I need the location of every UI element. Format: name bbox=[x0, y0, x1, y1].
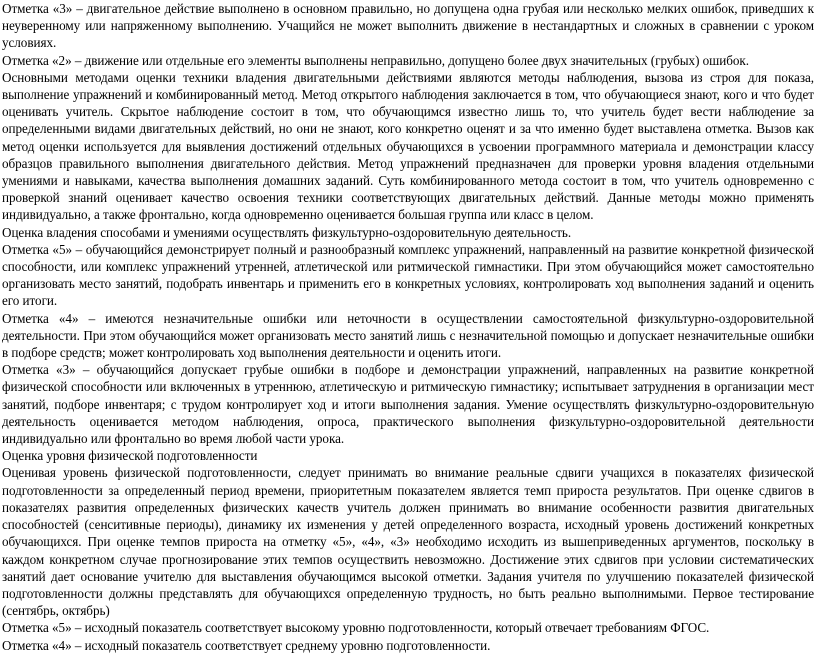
paragraph-fitness-evaluation: Оценивая уровень физической подготовленности, следует принимать во внимание реальные сдвиги учащихся в показателях физической подготовленности за определенный период времени, приоритетным показателем является темп прироста результатов. При оценке сдвигов в показателях развития определенных физических качеств учитель должен принимать во внимание особенности развития двигательных способностей (сенситивные периоды), динамику их изменения у детей определенного возраста, исходный уровень достижений конкретных обучающихся. При оценке темпов прироста на отметку «5», «4», «3» необходимо исходить из вышеприведенных аргументов, поскольку в каждом конкретном случае прогнозирование этих темпов осуществить невозможно. Достижение этих сдвигов при условии систематических занятий дает основание учителю для выставления обучающимся высокой отметки. Задания учителя по улучшению показателей физической подготовленности должны представлять для обучающихся определенную трудность, но быть реально выполнимыми. Первое тестирование (сентябрь, октябрь) bbox=[2, 465, 814, 619]
document-page bbox=[2, 0, 814, 654]
paragraph-grade-5-activity: Отметка «5» – обучающийся демонстрирует полный и разнообразный комплекс упражнений, направленный на развитие конкретной физической способности, или комплекс упражнений утренней, атлетической или ритмической гимнастики. При этом обучающийся может самостоятельно организовать место занятий, подобрать инвентарь и применить его в конкретных условиях, контролировать ход выполнения заданий и оценить его итоги. bbox=[2, 241, 814, 309]
paragraph-grade-4-activity: Отметка «4» – имеются незначительные ошибки или неточности в осуществлении самостоятельной физкультурно-оздоровительной деятельности. При этом обучающийся может организовать место занятий лишь с незначительной помощью и допускает незначительные ошибки в подборе средств; может контролировать ход выполнения деятельности и оценить итоги. bbox=[2, 310, 814, 361]
paragraph-grade-4-fitness: Отметка «4» – исходный показатель соответствует среднему уровню подготовленности. bbox=[2, 637, 491, 653]
paragraph-grade-3-activity: Отметка «3» – обучающийся допускает грубые ошибки в подборе и демонстрации упражнений, направленных на развитие конкретной физической способности или включенных в утреннюю, атлетическую и ритмическую гимнастику; испытывает затруднения в организации мест занятий, подборе инвентаря; с трудом контролирует ход и итоги выполнения задания. Умение осуществлять физкультурно-оздоровительную деятельность оценивается методом наблюдения, опроса, практического выполнения физкультурно-оздоровительной деятельности индивидуально или фронтально во время любой части урока. bbox=[2, 362, 814, 447]
paragraph-grade-3-technique: Отметка «3» – двигательное действие выполнено в основном правильно, но допущена одна грубая или несколько мелких ошибок, приведших к неуверенному или напряженному выполнению. Учащийся не может выполнить движение в нестандартных и сложных в сравнении с уроком условиях. bbox=[2, 1, 814, 51]
heading-activity-assessment: Оценка владения способами и умениями осуществлять физкультурно-оздоровительную деятельность. bbox=[2, 224, 572, 240]
paragraph-assessment-methods: Основными методами оценки техники владения двигательными действиями являются методы наблюдения, вызова из строя для показа, выполнение упражнений и комбинированный метод. Метод открытого наблюдения заключается в том, что обучающиеся знают, кого и что будет оценивать учитель. Скрытое наблюдение состоит в том, что обучающимся известно лишь то, что учитель будет вести наблюдение за определенными видами двигательных действий, но они не знают, кого конкретно оценят и за что именно будет выставлена отметка. Вызов как метод оценки используется для выявления достижений отдельных обучающихся в усвоении программного материала и демонстрации классу образцов правильного выполнения двигательного действия. Метод упражнений предназначен для проверки уровня владения отдельными умениями и навыками, качества выполнения домашних заданий. Суть комбинированного метода состоит в том, что учитель одновременно с проверкой знаний оценивает качество освоения техники соответствующих двигательных действий. Данные методы можно применять индивидуально, а также фронтально, когда одновременно оценивается большая группа или класс в целом. bbox=[2, 69, 814, 223]
heading-fitness-level: Оценка уровня физической подготовленности bbox=[2, 448, 258, 464]
paragraph-grade-5-fitness: Отметка «5» – исходный показатель соответствует высокому уровню подготовленности, который отвечает требованиям ФГОС. bbox=[2, 620, 710, 636]
paragraph-grade-2-technique: Отметка «2» – движение или отдельные его элементы выполнены неправильно, допущено более двух значительных (грубых) ошибок. bbox=[2, 52, 749, 68]
